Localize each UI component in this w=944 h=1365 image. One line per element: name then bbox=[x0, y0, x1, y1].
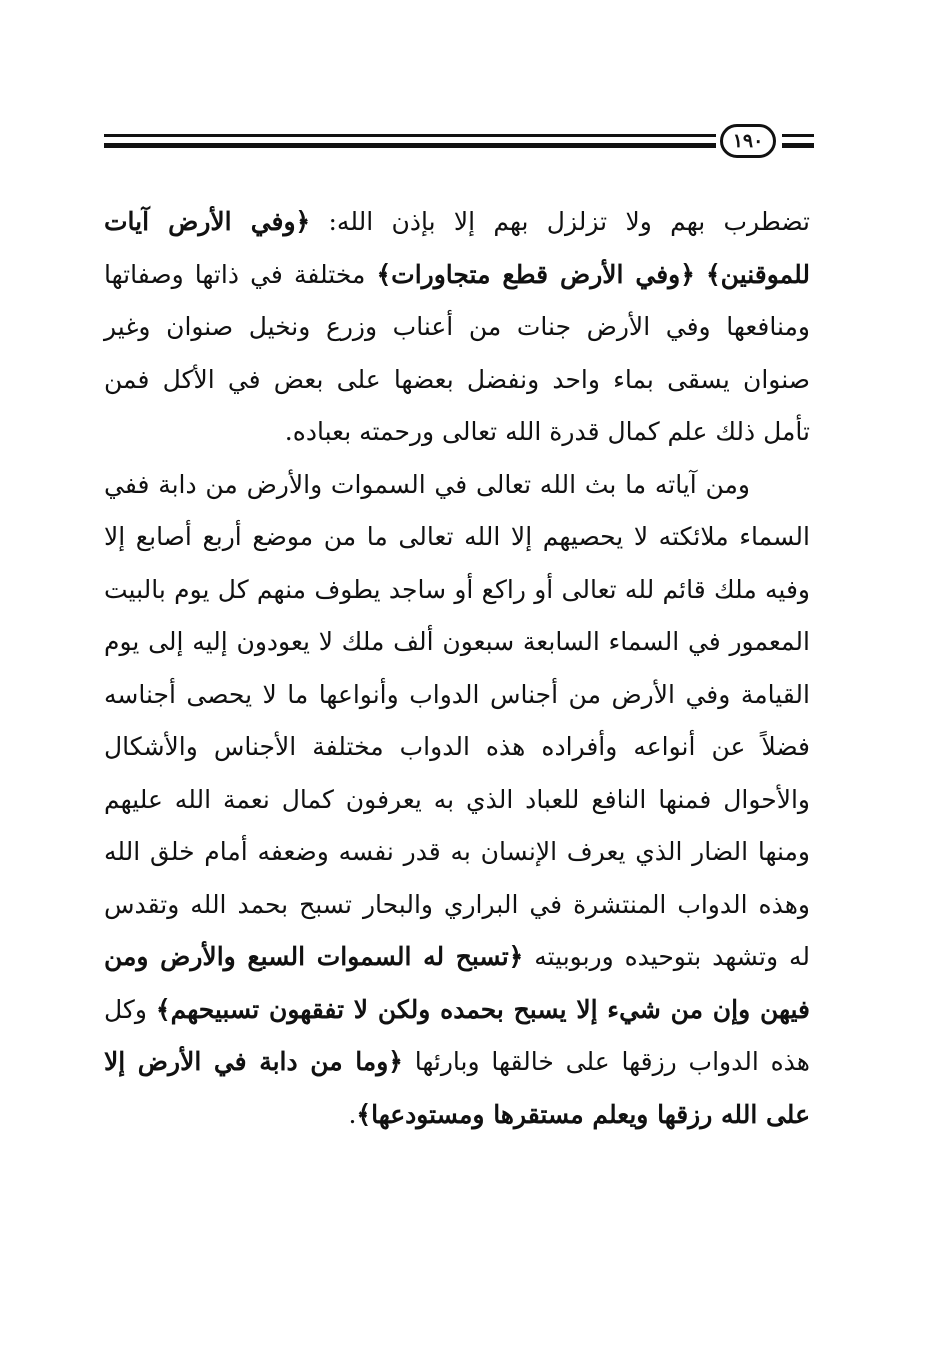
page-body bbox=[104, 196, 810, 1256]
paragraph-1 bbox=[104, 196, 810, 459]
quran-quote: ﴿تسبح له السموات السبع والأرض ومن فيهن وإن من شيء إلا يسبح بحمده ولكن لا تفقهون تسبيحهم﴾ bbox=[104, 942, 810, 1024]
page-header bbox=[104, 124, 816, 164]
text-span: ومن آياته ما بث الله تعالى في السموات والأرض من دابة ففي السماء ملائكته لا يحصيهم إلا الله تعالى ما من موضع أربع أصابع إلا وفيه ملك قائم لله تعالى أو راكع أو ساجد يطوف منهم كل يوم بالبيت المعمور في السماء السابعة سبعون ألف ملك لا يعودون إليه إلى يوم القيامة وفي الأرض من أجناس الدواب وأنواعها ما لا يحصى أجناسه فضلاً عن أنواعه وأفراده هذه الدواب مختلفة الأجناس والأشكال والأحوال فمنها النافع للعباد الذي به يعرفون كمال نعمة الله عليهم ومنها الضار الذي يعرف الإنسان به قدر نفسه وضعفه أمام خلق الله وهذه الدواب المنتشرة في البراري والبحار تسبح بحمد الله وتقدس له وتشهد بتوحيده وربوبيته bbox=[104, 469, 810, 971]
text-span: تضطرب بهم ولا تزلزل بهم إلا بإذن الله: bbox=[310, 207, 810, 236]
quran-quote: ﴿وفي الأرض قطع متجاورات﴾ bbox=[376, 259, 695, 289]
paragraph-2 bbox=[104, 459, 810, 1142]
text-span bbox=[695, 260, 706, 289]
page-number-badge bbox=[720, 124, 776, 158]
text-span: . bbox=[348, 1099, 357, 1129]
text-span: وكل هذه الدواب رزقها على خالقها وبارئها bbox=[104, 994, 810, 1076]
text-span: مختلفة في ذاتها وصفاتها ومنافعها وفي الأرض جنات من أعناب وزرع ونخيل صنوان وغير صنوان يسقى بماء واحد ونفضل بعضها على بعض في الأكل فمن تأمل ذلك علم كمال قدرة الله تعالى ورحمته بعباده. bbox=[104, 259, 810, 446]
header-rule-short bbox=[782, 134, 814, 148]
quran-quote: ﴿وما من دابة في الأرض إلا على الله رزقها ويعلم مستقرها ومستودعها﴾ bbox=[104, 1047, 810, 1129]
quran-quote: ﴿وفي الأرض آيات للموقنين﴾ bbox=[104, 207, 810, 289]
header-rule-long bbox=[104, 134, 716, 148]
page-number: ١٩٠ bbox=[732, 130, 764, 152]
